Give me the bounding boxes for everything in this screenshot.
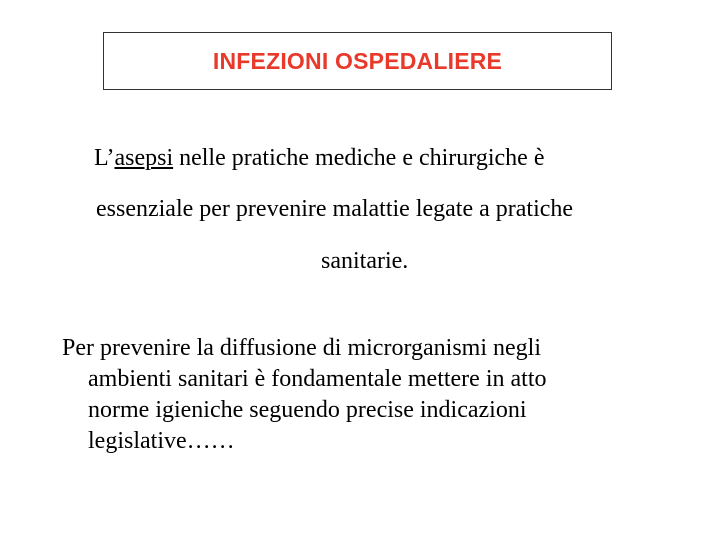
paragraph2-line4: legislative…… [88,428,235,454]
line1-prefix: L’ [94,145,115,171]
slide-title: INFEZIONI OSPEDALIERE [212,47,503,74]
paragraph2-line3: norme igieniche seguendo precise indicazioni [88,397,527,423]
paragraph1-line2: essenziale per prevenire malattie legate a pratiche [96,196,574,222]
asepsi-keyword: asepsi [114,145,174,171]
paragraph2 [62,333,662,457]
title-box [103,32,612,90]
paragraph2-line1: Per prevenire la diffusione di microrganismi negli [62,335,541,361]
line1-suffix: nelle pratiche mediche e chirurgiche è [173,145,545,171]
paragraph1-line1 [94,145,544,172]
paragraph2-line2: ambienti sanitari è fondamentale mettere in atto [88,366,547,392]
paragraph1-line3: sanitarie. [321,248,409,274]
